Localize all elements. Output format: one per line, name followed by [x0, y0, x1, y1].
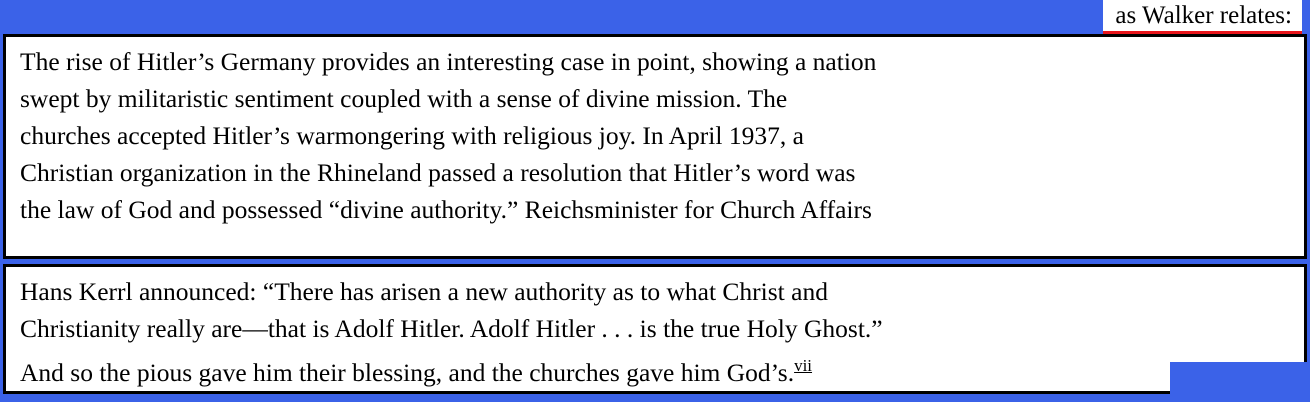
quote-line-text: Christianity really are—that is Adolf Hitler. Adolf Hitler . . . is the true Holy Ghost.” [20, 314, 883, 343]
quote-line [20, 43, 1290, 80]
lead-in-band [0, 0, 1310, 34]
lead-in-box [1103, 0, 1302, 34]
quote-line-text: Christian organization in the Rhineland passed a resolution that Hitler’s word was [20, 158, 856, 187]
quote-line-text: swept by militaristic sentiment coupled with a sense of divine mission. The [20, 84, 788, 113]
quote-line-text: The rise of Hitler’s Germany provides an interesting case in point, showing a nation [20, 47, 877, 76]
quote-block-second-text [6, 267, 1304, 395]
quote-line [20, 117, 1290, 154]
page-bottom-strip [0, 394, 1310, 402]
quote-block-first [3, 34, 1307, 259]
footnote-marker[interactable]: vii [794, 356, 813, 375]
quote-line [20, 154, 1290, 191]
quote-line [20, 347, 1290, 391]
lead-in-text: as Walker relates: [1115, 2, 1292, 29]
quote-block-second [3, 264, 1307, 394]
quote-line-text: And so the pious gave him their blessing, and the churches gave him God’s. [20, 357, 795, 387]
quote-line [20, 310, 1290, 347]
quote-line-text: the law of God and possessed “divine authority.” Reichsminister for Church Affairs [20, 195, 872, 224]
quote-line [20, 273, 1290, 310]
page-corner-notch [1170, 362, 1310, 402]
quote-block-first-text [6, 37, 1304, 232]
quote-line [20, 80, 1290, 117]
quote-line-text: Hans Kerrl announced: “There has arisen a new authority as to what Christ and [20, 277, 828, 306]
quote-line-text: churches accepted Hitler’s warmongering with religious joy. In April 1937, a [20, 121, 804, 150]
quote-line [20, 191, 1290, 228]
